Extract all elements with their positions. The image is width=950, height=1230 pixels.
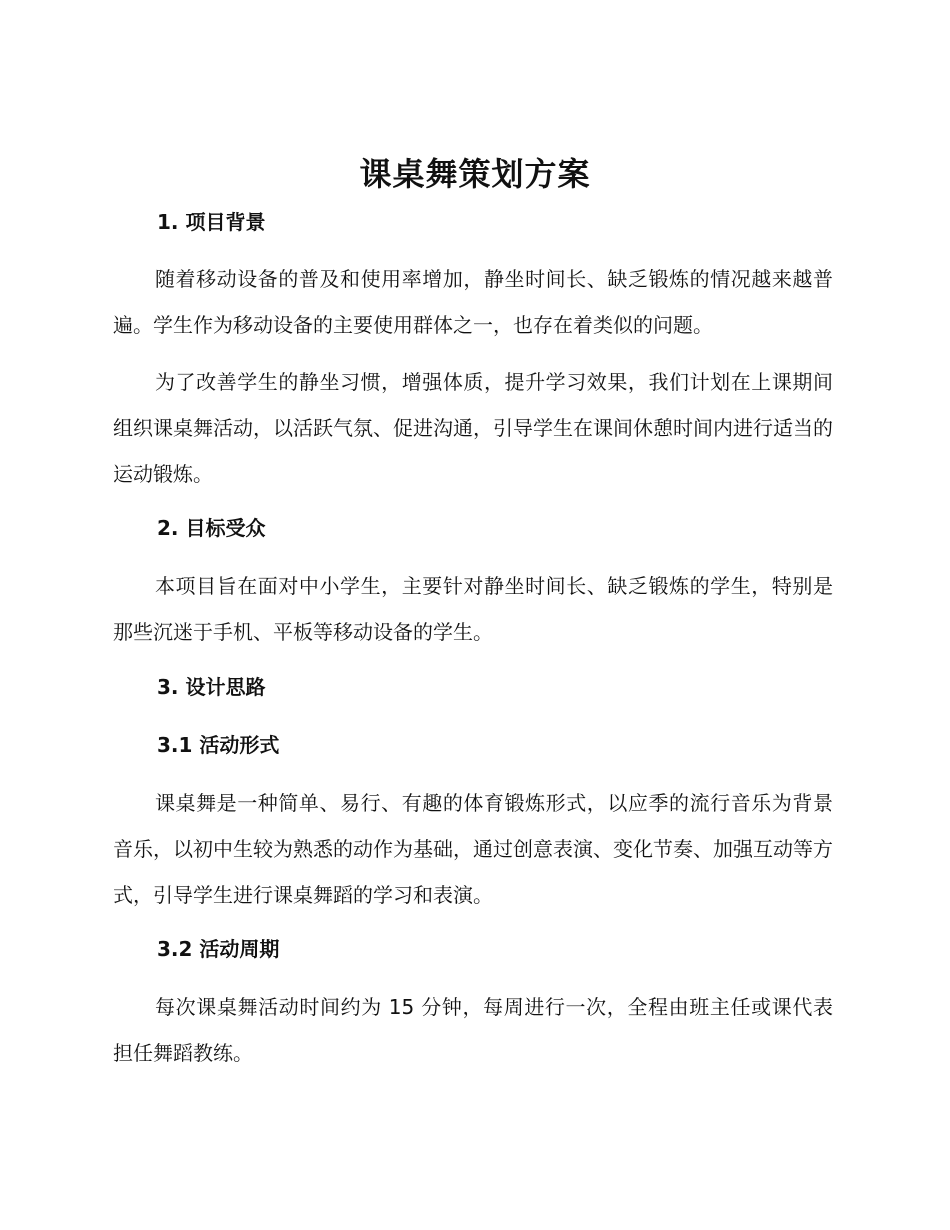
section-heading-design: 3. 设计思路 [157, 675, 266, 699]
paragraph-activity-cycle: 每次课桌舞活动时间约为 15 分钟，每周进行一次，全程由班主任或课代表担任舞蹈教练。 [113, 995, 833, 1065]
section-heading-audience: 2. 目标受众 [157, 516, 266, 540]
subsection-heading-activity-cycle: 3.2 活动周期 [157, 937, 280, 961]
paragraph-audience: 本项目旨在面对中小学生，主要针对静坐时间长、缺乏锻炼的学生，特别是那些沉迷于手机、平板等移动设备的学生。 [113, 574, 833, 644]
document-title: 课桌舞策划方案 [359, 155, 591, 193]
section-heading-background: 1. 项目背景 [157, 210, 266, 234]
paragraph-background-2: 为了改善学生的静坐习惯，增强体质，提升学习效果，我们计划在上课期间组织课桌舞活动，以活跃气氛、促进沟通，引导学生在课间休憩时间内进行适当的运动锻炼。 [113, 370, 833, 486]
paragraph-background-1: 随着移动设备的普及和使用率增加，静坐时间长、缺乏锻炼的情况越来越普遍。学生作为移动设备的主要使用群体之一，也存在着类似的问题。 [113, 267, 833, 337]
paragraph-activity-form: 课桌舞是一种简单、易行、有趣的体育锻炼形式，以应季的流行音乐为背景音乐，以初中生较为熟悉的动作为基础，通过创意表演、变化节奏、加强互动等方式，引导学生进行课桌舞蹈的学习和表演。 [113, 791, 833, 907]
subsection-heading-activity-form: 3.1 活动形式 [157, 733, 280, 757]
